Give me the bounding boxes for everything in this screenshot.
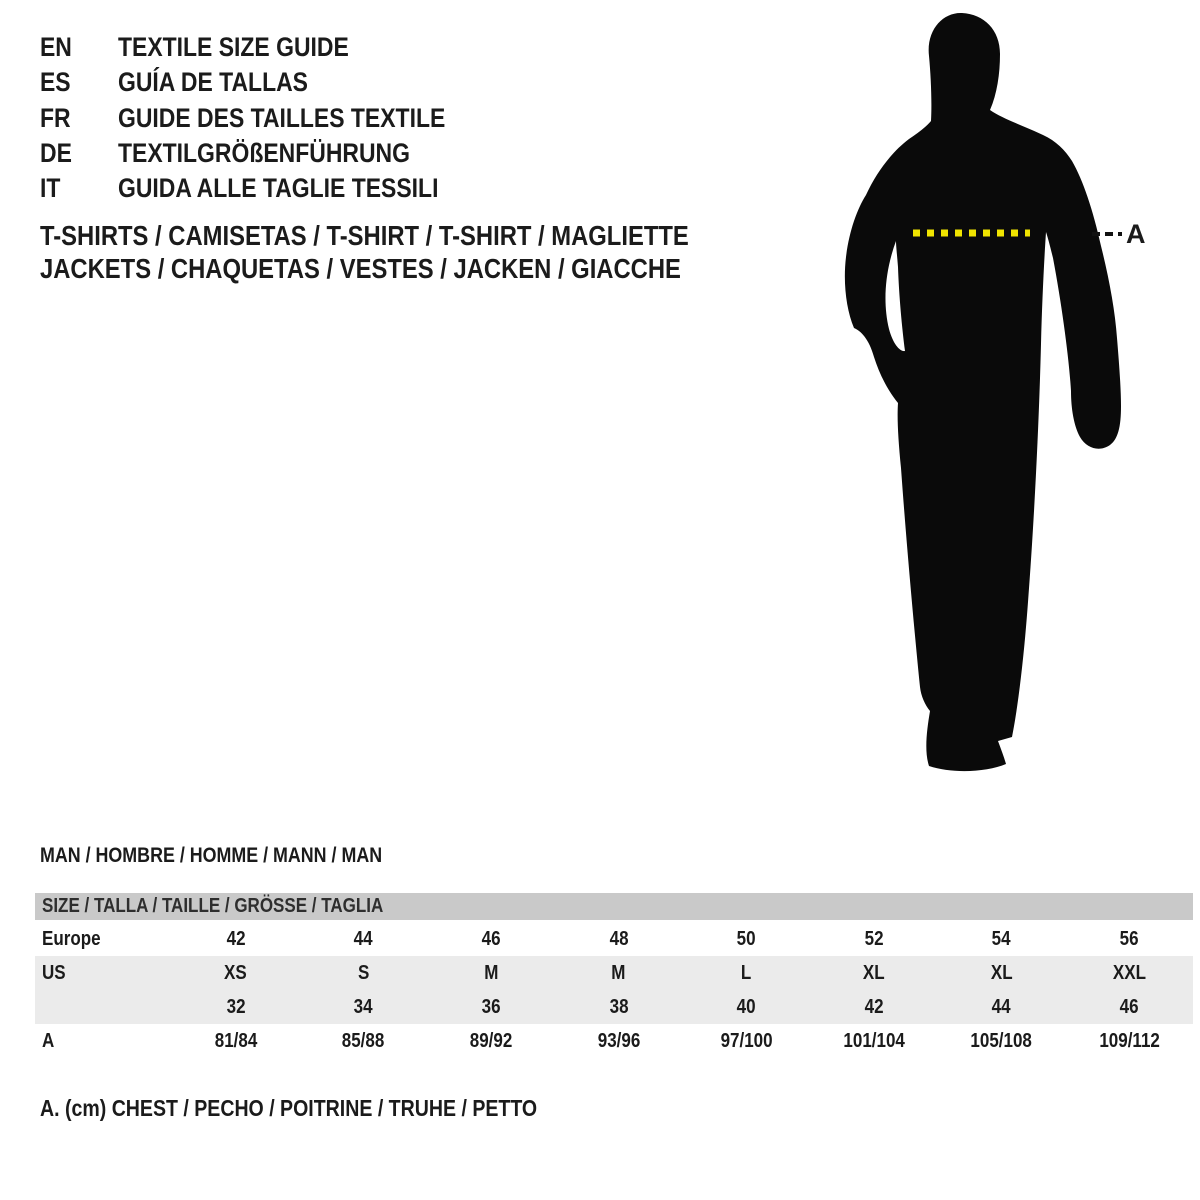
- size-table-body: [35, 922, 1193, 1058]
- table-row-europe: [35, 922, 1193, 956]
- section-title: [40, 844, 442, 867]
- category-line-jackets: JACKETS / CHAQUETAS / VESTES / JACKEN / GIACCHE: [40, 253, 681, 284]
- size-value: 32: [226, 995, 246, 1018]
- size-value: 46: [481, 927, 501, 950]
- size-value: XS: [224, 961, 248, 984]
- size-value: 81/84: [214, 1029, 258, 1052]
- section-title-text: MAN / HOMBRE / HOMME / MANN / MAN: [40, 844, 383, 867]
- size-table-header-text: SIZE / TALLA / TAILLE / GRÖSSE / TAGLIA: [42, 895, 384, 917]
- size-value: 52: [864, 927, 884, 950]
- language-title: TEXTILE SIZE GUIDE: [118, 32, 349, 63]
- category-list: [40, 219, 803, 285]
- footnote-text: A. (cm) CHEST / PECHO / POITRINE / TRUHE / PETTO: [40, 1095, 538, 1121]
- man-silhouette: [845, 13, 1121, 771]
- size-value: 97/100: [720, 1029, 773, 1052]
- size-value: M: [483, 961, 499, 984]
- size-value: 34: [353, 995, 373, 1018]
- size-value: XXL: [1112, 961, 1146, 984]
- size-value: 46: [1119, 995, 1139, 1018]
- size-value: 36: [481, 995, 501, 1018]
- table-row-us: [35, 956, 1193, 990]
- language-row: [40, 171, 503, 206]
- size-value: 54: [992, 927, 1012, 950]
- size-value: L: [741, 961, 752, 984]
- language-title: GUÍA DE TALLAS: [118, 67, 308, 98]
- language-title: TEXTILGRÖßENFÜHRUNG: [118, 138, 410, 169]
- man-silhouette-figure: [820, 0, 1200, 800]
- language-title: GUIDA ALLE TAGLIE TESSILI: [118, 173, 439, 204]
- language-code: FR: [40, 102, 71, 133]
- language-row: [40, 136, 503, 171]
- size-value: 44: [992, 995, 1012, 1018]
- size-value: 48: [609, 927, 629, 950]
- row-label: US: [42, 961, 66, 984]
- table-row-chest-a: [35, 1024, 1193, 1058]
- size-value: 105/108: [970, 1029, 1033, 1052]
- size-value: 85/88: [342, 1029, 385, 1052]
- size-value: S: [357, 961, 370, 984]
- language-title: GUIDE DES TAILLES TEXTILE: [118, 102, 446, 133]
- size-value: 101/104: [843, 1029, 905, 1052]
- footnote: [40, 1097, 625, 1119]
- size-table: [35, 893, 1193, 1058]
- size-value: 109/112: [1098, 1029, 1160, 1052]
- language-code: EN: [40, 32, 72, 63]
- size-value: XL: [863, 961, 885, 984]
- measure-label-a: A: [1126, 219, 1146, 249]
- language-list: [40, 30, 503, 206]
- size-value: 42: [864, 995, 884, 1018]
- size-value: XL: [990, 961, 1013, 984]
- size-table-header: [35, 893, 1193, 920]
- size-value: 89/92: [469, 1029, 513, 1052]
- language-code: ES: [40, 67, 71, 98]
- row-label: A: [42, 1029, 55, 1052]
- table-row-numeric: [35, 990, 1193, 1024]
- size-value: 42: [226, 927, 246, 950]
- language-row: [40, 30, 503, 65]
- size-value: 38: [609, 995, 629, 1018]
- size-value: M: [611, 961, 626, 984]
- size-value: 40: [736, 995, 756, 1018]
- language-row: [40, 65, 503, 100]
- category-line-tshirts: T-SHIRTS / CAMISETAS / T-SHIRT / T-SHIRT / MAGLIETTE: [40, 220, 689, 251]
- language-code: IT: [40, 173, 61, 204]
- size-value: 93/96: [597, 1029, 640, 1052]
- size-value: 44: [353, 927, 373, 950]
- row-label: Europe: [42, 927, 101, 950]
- size-value: 56: [1119, 927, 1139, 950]
- language-code: DE: [40, 138, 72, 169]
- size-value: 50: [736, 927, 756, 950]
- language-row: [40, 101, 503, 136]
